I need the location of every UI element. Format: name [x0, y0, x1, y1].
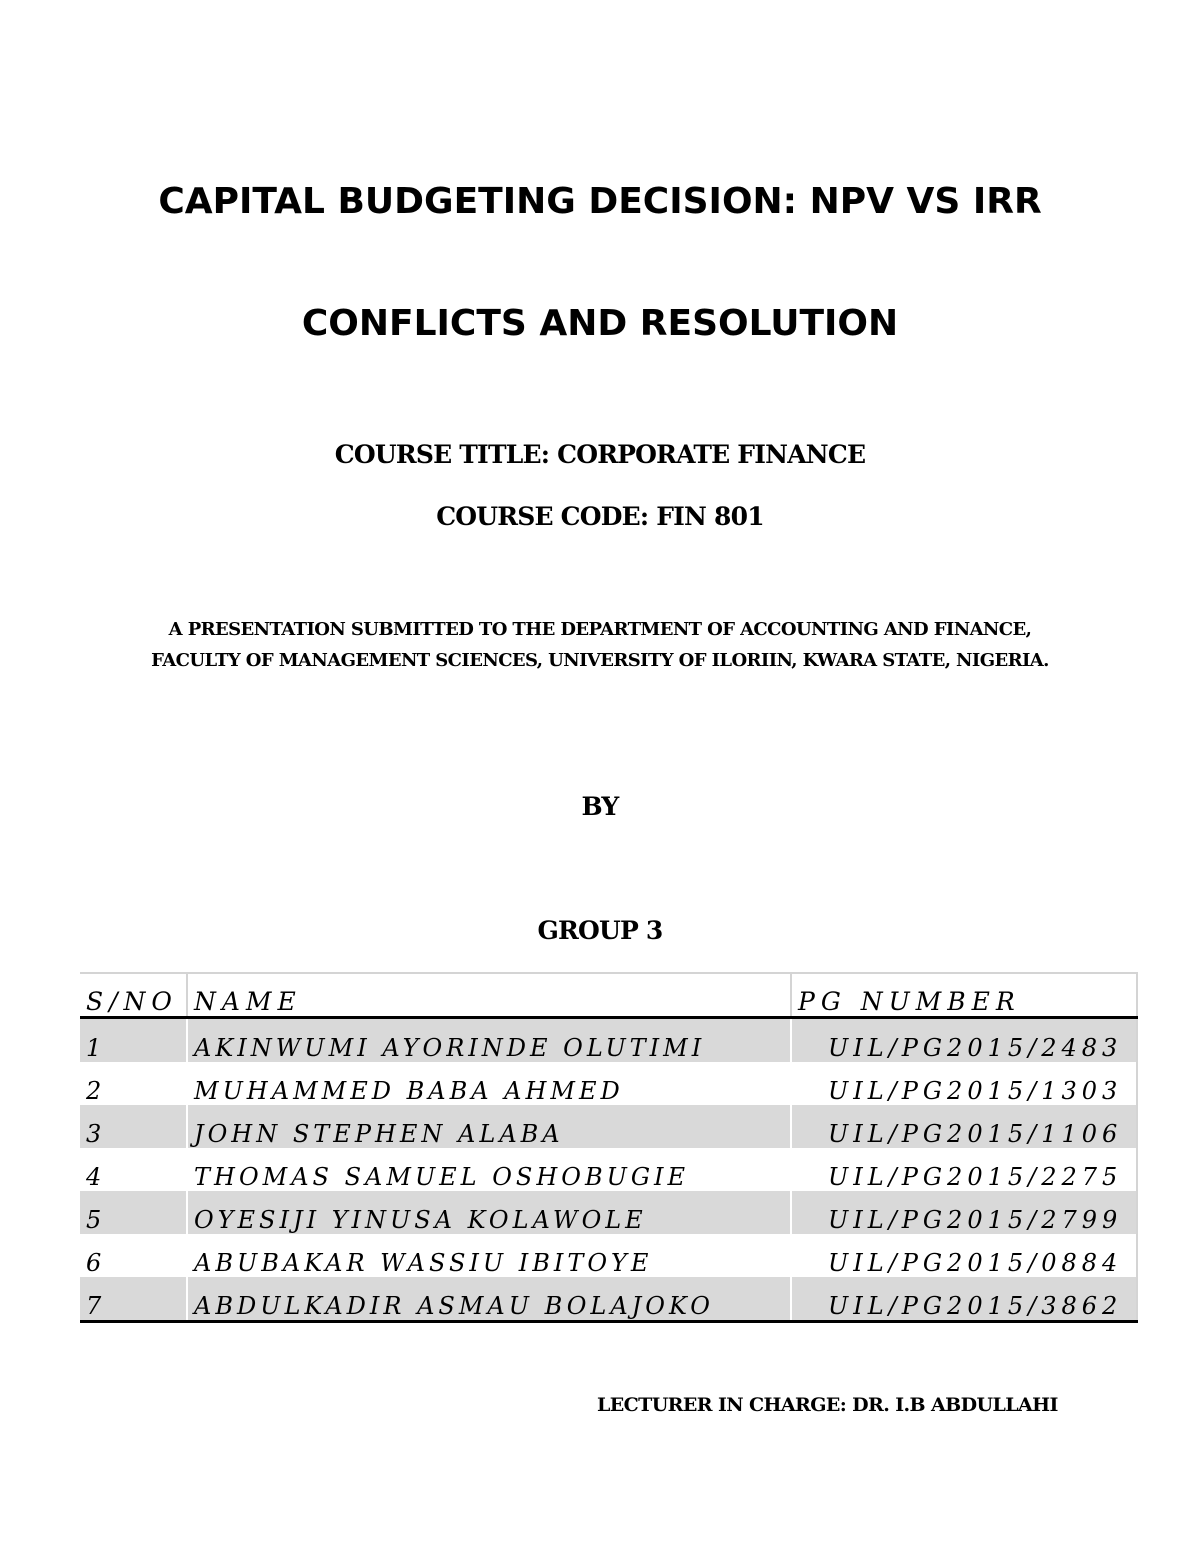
row-name: JOHN STEPHEN ALABA	[187, 1105, 791, 1148]
group-label: GROUP 3	[537, 916, 663, 945]
row-sno: 7	[80, 1277, 187, 1322]
course-title: COURSE TITLE: CORPORATE FINANCE	[334, 440, 866, 469]
table-header-row	[80, 973, 1137, 1018]
by-label: BY	[581, 792, 619, 821]
row-sno: 5	[80, 1191, 187, 1234]
row-name: ABDULKADIR ASMAU BOLAJOKO	[187, 1277, 791, 1322]
document-title: CAPITAL BUDGETING DECISION: NPV VS IRR	[158, 181, 1042, 222]
table-row	[80, 1277, 1137, 1322]
header-name: NAME	[187, 973, 791, 1018]
row-name: ABUBAKAR WASSIU IBITOYE	[187, 1234, 791, 1277]
table-row	[80, 1148, 1137, 1191]
group-members-table	[80, 972, 1138, 1323]
row-sno: 4	[80, 1148, 187, 1191]
course-code: COURSE CODE: FIN 801	[436, 502, 764, 531]
row-pg-number: UIL/PG2015/1106	[791, 1105, 1137, 1148]
row-sno: 1	[80, 1018, 187, 1063]
table-row	[80, 1062, 1137, 1105]
row-pg-number: UIL/PG2015/0884	[791, 1234, 1137, 1277]
row-pg-number: UIL/PG2015/2799	[791, 1191, 1137, 1234]
table-row	[80, 1105, 1137, 1148]
row-sno: 2	[80, 1062, 187, 1105]
document-subtitle: CONFLICTS AND RESOLUTION	[301, 303, 899, 344]
row-pg-number: UIL/PG2015/3862	[791, 1277, 1137, 1322]
row-pg-number: UIL/PG2015/2275	[791, 1148, 1137, 1191]
header-pg-number: PG NUMBER	[791, 973, 1137, 1018]
row-pg-number: UIL/PG2015/1303	[791, 1062, 1137, 1105]
row-name: MUHAMMED BABA AHMED	[187, 1062, 791, 1105]
row-sno: 6	[80, 1234, 187, 1277]
header-sno: S/NO	[80, 973, 187, 1018]
row-name: THOMAS SAMUEL OSHOBUGIE	[187, 1148, 791, 1191]
table-row	[80, 1234, 1137, 1277]
row-pg-number: UIL/PG2015/2483	[791, 1018, 1137, 1063]
table-row	[80, 1191, 1137, 1234]
table-row	[80, 1018, 1137, 1063]
row-name: AKINWUMI AYORINDE OLUTIMI	[187, 1018, 791, 1063]
lecturer-in-charge: LECTURER IN CHARGE: DR. I.B ABDULLAHI	[597, 1394, 1058, 1416]
row-name: OYESIJI YINUSA KOLAWOLE	[187, 1191, 791, 1234]
submission-statement: A PRESENTATION SUBMITTED TO THE DEPARTMENT OF ACCOUNTING AND FINANCE, FACULTY OF MANAGEMENT SCIENCES, UNIVERSITY OF ILORIIN, KWARA STATE, NIGERIA.	[151, 619, 1049, 671]
row-sno: 3	[80, 1105, 187, 1148]
